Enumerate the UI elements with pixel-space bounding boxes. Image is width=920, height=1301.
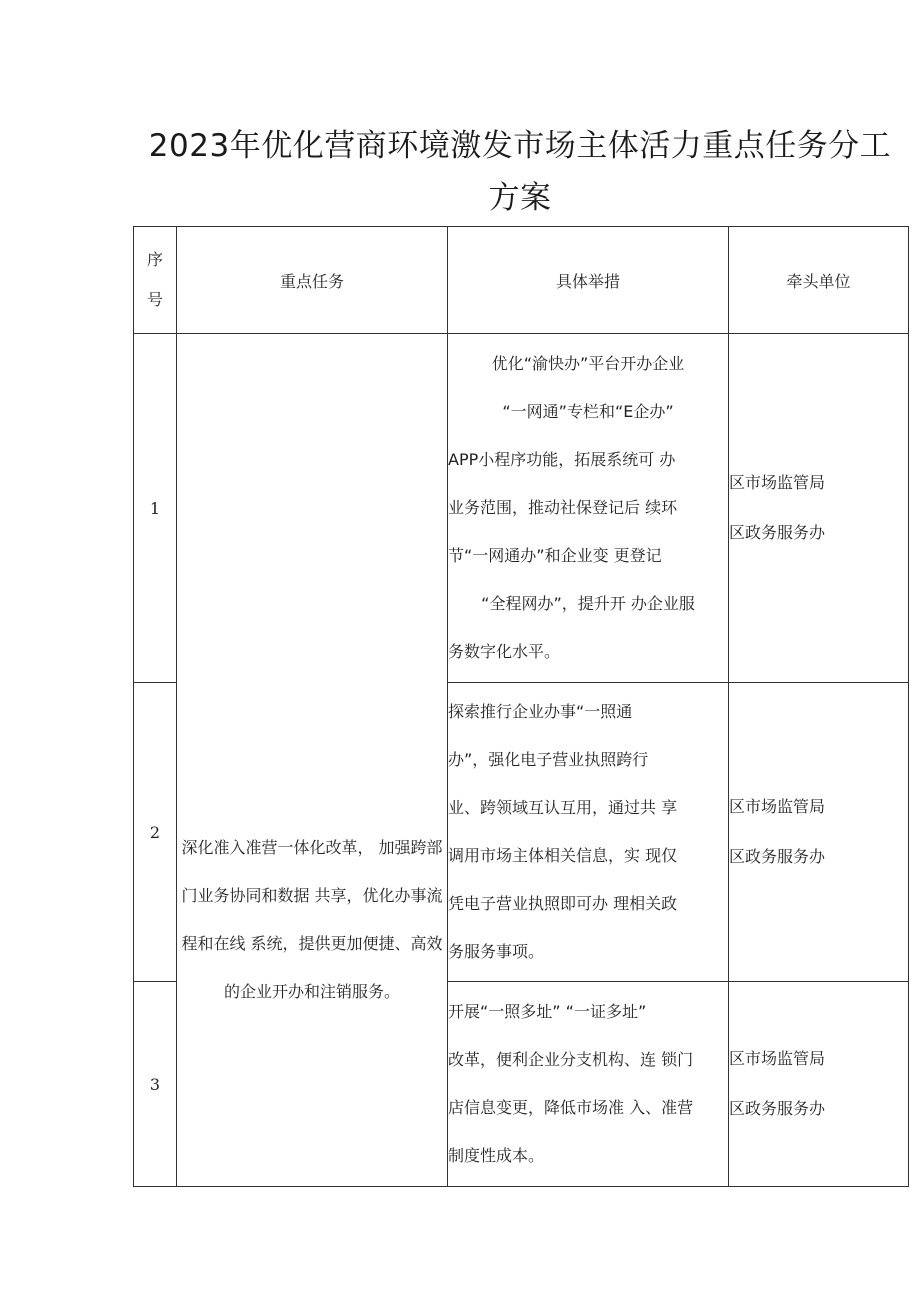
row-seq: 2 bbox=[134, 683, 177, 982]
measure-line: 凭电子营业执照即可办 理相关政 bbox=[448, 894, 678, 913]
measure-line: 节“一网通办”和企业变 更登记 bbox=[448, 546, 662, 565]
measure-cell bbox=[448, 334, 729, 683]
unit-secondary: 区政务服务办 bbox=[729, 847, 826, 866]
measure-line: 优化“渝快办”平台开办企业 bbox=[491, 354, 685, 373]
task-merged-cell bbox=[177, 334, 448, 1187]
header-seq-line2: 号 bbox=[146, 290, 163, 309]
measure-line: 业务范围，推动社保登记后 续环 bbox=[448, 498, 678, 517]
unit-cell bbox=[729, 683, 909, 982]
page-title: 2023年优化营商环境激发市场主体活力重点任务分工方案 bbox=[148, 128, 892, 216]
measure-line: 开展“一照多址” “一证多址” bbox=[448, 1002, 647, 1021]
measure-line: 制度性成本。 bbox=[448, 1146, 545, 1165]
measure-line: 务服务事项。 bbox=[448, 942, 545, 961]
header-task: 重点任务 bbox=[177, 227, 448, 334]
measure-line: 调用市场主体相关信息，实 现仅 bbox=[448, 846, 678, 865]
unit-primary: 区市场监管局 bbox=[729, 473, 826, 492]
task-text: 深化准入准营一体化改革， 加强跨部门业务协同和数据 共享，优化办事流程和在线 系统，提供更加便捷、高效 的企业开办和注销服务。 bbox=[181, 838, 443, 1001]
measure-line: 探索推行企业办事“一照通 bbox=[448, 702, 633, 721]
header-unit: 牵头单位 bbox=[729, 227, 909, 334]
row-seq: 3 bbox=[134, 982, 177, 1187]
header-measure: 具体举措 bbox=[448, 227, 729, 334]
unit-secondary: 区政务服务办 bbox=[729, 523, 826, 542]
table-header-row bbox=[134, 227, 909, 334]
measure-line: 改革，便利企业分支机构、连 锁门 bbox=[448, 1050, 694, 1069]
unit-cell bbox=[729, 334, 909, 683]
measure-line: 务数字化水平。 bbox=[448, 642, 561, 661]
measure-cell bbox=[448, 982, 729, 1187]
row-seq: 1 bbox=[134, 334, 177, 683]
measure-line: 店信息变更，降低市场准 入、准营 bbox=[448, 1098, 694, 1117]
task-table bbox=[133, 226, 909, 1187]
unit-primary: 区市场监管局 bbox=[729, 1049, 826, 1068]
measure-line: “一网通”专栏和“E企办” bbox=[502, 402, 674, 421]
unit-cell bbox=[729, 982, 909, 1187]
header-seq-line1: 序 bbox=[146, 250, 163, 269]
measure-line: 业、跨领域互认互用，通过共 享 bbox=[448, 798, 678, 817]
unit-secondary: 区政务服务办 bbox=[729, 1099, 826, 1118]
measure-line: “全程网办”，提升开 办企业服 bbox=[481, 594, 695, 613]
measure-cell bbox=[448, 683, 729, 982]
measure-line: APP小程序功能，拓展系统可 办 bbox=[448, 450, 676, 469]
unit-primary: 区市场监管局 bbox=[729, 797, 826, 816]
measure-line: 办”，强化电子营业执照跨行 bbox=[448, 750, 649, 769]
header-seq bbox=[134, 227, 177, 334]
table-row bbox=[134, 334, 909, 683]
